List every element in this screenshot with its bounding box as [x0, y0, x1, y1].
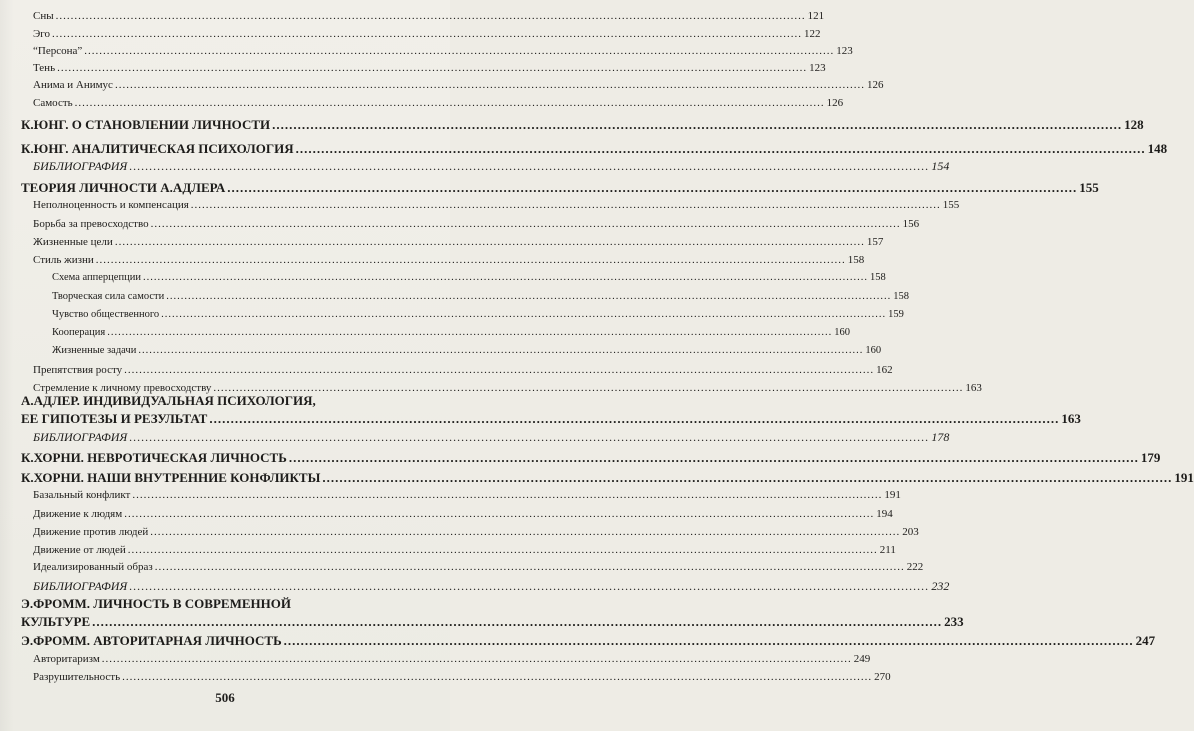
leader-dots: ........................................................................................................................................................................................................ — [107, 327, 833, 338]
toc-entry — [33, 79, 884, 91]
leader-dots: ........................................................................................................................................................................................................ — [322, 470, 1173, 485]
toc-entry-page: 158 — [847, 254, 865, 266]
toc-entry-label: Движение от людей — [33, 544, 126, 556]
toc-heading — [21, 633, 1156, 649]
toc-bibliography-label: БИБЛИОГРАФИЯ — [33, 430, 128, 444]
toc-heading-label: К.ХОРНИ. НЕВРОТИЧЕСКАЯ ЛИЧНОСТЬ — [21, 450, 287, 465]
toc-entry-page: 157 — [866, 236, 884, 248]
toc-heading — [21, 470, 1194, 486]
leader-dots: ........................................................................................................................................................................................................ — [161, 309, 887, 320]
toc-heading-page: 233 — [944, 614, 964, 629]
toc-entry-page: 160 — [834, 327, 850, 338]
toc-entry-page: 121 — [807, 10, 825, 22]
toc-bibliography — [33, 579, 950, 594]
toc-bibliography-page: 178 — [931, 430, 950, 444]
toc-entry-page: 155 — [942, 199, 960, 211]
toc-entry-label: Эго — [33, 28, 50, 40]
leader-dots: ........................................................................................................................................................................................................ — [122, 671, 873, 683]
toc-entry-page: 126 — [826, 97, 844, 109]
leader-dots: ........................................................................................................................................................................................................ — [129, 430, 930, 444]
toc-entry — [52, 309, 904, 320]
leader-dots: ........................................................................................................................................................................................................ — [132, 489, 883, 501]
leader-dots: ........................................................................................................................................................................................................ — [166, 291, 892, 302]
toc-entry-page: 123 — [809, 62, 826, 74]
toc-entry-label: Борьба за превосходство — [33, 218, 149, 230]
toc-entry-label: Чувство общественного — [52, 309, 160, 320]
toc-entry — [33, 653, 871, 665]
toc-entry-page: 126 — [866, 79, 884, 91]
toc-heading — [21, 141, 1168, 157]
toc-entry — [33, 218, 920, 230]
toc-entry-page: 123 — [836, 45, 853, 57]
toc-entry-label: Движение к людям — [33, 508, 123, 520]
toc-entry — [33, 97, 844, 109]
toc-entry — [33, 10, 825, 22]
toc-entry-page: 160 — [865, 345, 882, 356]
toc-entry — [33, 489, 901, 501]
toc-heading — [21, 450, 1161, 466]
toc-entry-page: 211 — [879, 544, 896, 556]
toc-entry-page: 203 — [902, 526, 919, 538]
toc-entry — [33, 526, 919, 538]
toc-entry-label: Стремление к личному превосходству — [33, 382, 212, 394]
toc-entry-page: 163 — [965, 382, 982, 394]
leader-dots: ........................................................................................................................................................................................................ — [52, 28, 802, 40]
toc-entry — [33, 199, 960, 211]
toc-entry — [33, 508, 893, 520]
toc-entry-page: 222 — [906, 561, 924, 573]
toc-heading — [21, 411, 1081, 427]
toc-entry-label: Движение против людей — [33, 526, 149, 538]
toc-entry-page: 159 — [888, 309, 904, 320]
leader-dots: ........................................................................................................................................................................................................ — [150, 526, 901, 538]
page-number: 506 — [215, 690, 235, 705]
leader-dots: ........................................................................................................................................................................................................ — [138, 345, 864, 356]
toc-entry-label: Базальный конфликт — [33, 489, 131, 501]
toc-entry-label: “Персона” — [33, 45, 83, 57]
toc-entry — [52, 345, 882, 356]
toc-entry-page: 122 — [804, 28, 821, 40]
toc-heading-label: Э.ФРОММ. ЛИЧНОСТЬ В СОВРЕМЕННОЙ — [21, 596, 291, 611]
toc-heading-page: 163 — [1061, 411, 1081, 426]
toc-entry — [33, 28, 821, 40]
leader-dots: ........................................................................................................................................................................................................ — [114, 236, 865, 248]
leader-dots: ........................................................................................................................................................................................................ — [288, 450, 1139, 465]
toc-entry-label: Творческая сила самости — [52, 291, 165, 302]
toc-entry — [33, 364, 893, 376]
leader-dots: ........................................................................................................................................................................................................ — [84, 45, 835, 57]
toc-heading — [21, 117, 1144, 133]
toc-entry-page: 158 — [869, 272, 886, 283]
toc-entry-label: Самость — [33, 97, 73, 109]
toc-entry — [33, 254, 865, 266]
toc-entry-page: 158 — [893, 291, 909, 302]
leader-dots: ........................................................................................................................................................................................................ — [129, 159, 930, 173]
toc-entry-page: 162 — [876, 364, 893, 376]
toc-entry-label: Авторитаризм — [33, 653, 100, 665]
toc-heading-label: К.ХОРНИ. НАШИ ВНУТРЕННИЕ КОНФЛИКТЫ — [21, 470, 321, 485]
toc-entry — [33, 236, 884, 248]
toc-entry — [52, 327, 850, 338]
toc-heading-label: КУЛЬТУРЕ — [21, 614, 91, 629]
leader-dots: ........................................................................................................................................................................................................ — [150, 218, 901, 230]
leader-dots: ........................................................................................................................................................................................................ — [114, 79, 865, 91]
toc-entry-label: Тень — [33, 62, 56, 74]
toc-bibliography-label: БИБЛИОГРАФИЯ — [33, 159, 128, 173]
toc-entry — [33, 671, 891, 683]
toc-bibliography-page: 154 — [931, 159, 950, 173]
leader-dots: ........................................................................................................................................................................................................ — [129, 579, 930, 593]
leader-dots: ........................................................................................................................................................................................................ — [57, 62, 808, 74]
toc-heading-page: 179 — [1140, 450, 1161, 465]
toc-heading-page: 247 — [1135, 633, 1156, 648]
leader-dots: ........................................................................................................................................................................................................ — [295, 141, 1146, 156]
toc-bibliography — [33, 159, 950, 174]
toc-bibliography-page: 232 — [931, 579, 950, 593]
toc-entry-page: 249 — [853, 653, 871, 665]
toc-entry-label: Схема апперцепции — [52, 272, 141, 283]
toc-entry-label: Кооперация — [52, 327, 106, 338]
leader-dots: ........................................................................................................................................................................................................ — [272, 117, 1123, 132]
toc-heading-page: 128 — [1124, 117, 1144, 132]
toc-heading-label: К.ЮНГ. О СТАНОВЛЕНИИ ЛИЧНОСТИ — [21, 117, 271, 132]
leader-dots: ........................................................................................................................................................................................................ — [190, 199, 941, 211]
toc-entry-label: Неполноценность и компенсация — [33, 199, 189, 211]
toc-entry-page: 191 — [884, 489, 901, 501]
toc-entry-label: Разрушительность — [33, 671, 121, 683]
toc-heading-label: К.ЮНГ. АНАЛИТИЧЕСКАЯ ПСИХОЛОГИЯ — [21, 141, 294, 156]
toc-entry-page: 270 — [874, 671, 891, 683]
toc-entry — [52, 272, 886, 283]
leader-dots: ........................................................................................................................................................................................................ — [92, 614, 943, 629]
leader-dots: ........................................................................................................................................................................................................ — [283, 633, 1134, 648]
toc-entry — [33, 45, 853, 57]
toc-entry — [33, 62, 826, 74]
toc-entry — [52, 291, 909, 302]
toc-bibliography-label: БИБЛИОГРАФИЯ — [33, 579, 128, 593]
leader-dots: ........................................................................................................................................................................................................ — [124, 364, 875, 376]
toc-heading — [21, 614, 964, 630]
toc-heading-page: 191 — [1174, 470, 1194, 485]
toc-entry-label: Стиль жизни — [33, 254, 94, 266]
toc-entry-label: Сны — [33, 10, 54, 22]
leader-dots: ........................................................................................................................................................................................................ — [209, 411, 1060, 426]
leader-dots: ........................................................................................................................................................................................................ — [74, 97, 825, 109]
leader-dots: ........................................................................................................................................................................................................ — [101, 653, 852, 665]
toc-entry-label: Жизненные задачи — [52, 345, 137, 356]
leader-dots: ........................................................................................................................................................................................................ — [55, 10, 806, 22]
toc-entry-label: Жизненные цели — [33, 236, 113, 248]
leader-dots: ........................................................................................................................................................................................................ — [124, 508, 875, 520]
toc-entry-label: Идеализированный образ — [33, 561, 153, 573]
toc-entry — [33, 544, 896, 556]
toc-heading — [21, 180, 1099, 196]
toc-heading-line — [21, 393, 316, 409]
leader-dots: ........................................................................................................................................................................................................ — [154, 561, 905, 573]
toc-bibliography — [33, 430, 950, 445]
leader-dots: ........................................................................................................................................................................................................ — [95, 254, 846, 266]
toc-heading-label: ТЕОРИЯ ЛИЧНОСТИ А.АДЛЕРА — [21, 180, 226, 195]
toc-heading-label: Э.ФРОММ. АВТОРИТАРНАЯ ЛИЧНОСТЬ — [21, 633, 282, 648]
toc-entry-label: Анима и Анимус — [33, 79, 113, 91]
leader-dots: ........................................................................................................................................................................................................ — [142, 272, 868, 283]
leader-dots: ........................................................................................................................................................................................................ — [227, 180, 1078, 195]
toc-heading-label: ЕЕ ГИПОТЕЗЫ И РЕЗУЛЬТАТ — [21, 411, 208, 426]
toc-entry-page: 194 — [876, 508, 893, 520]
toc-heading-label: А.АДЛЕР. ИНДИВИДУАЛЬНАЯ ПСИХОЛОГИЯ, — [21, 393, 316, 408]
toc-heading-line — [21, 596, 291, 612]
toc-entry — [33, 561, 924, 573]
leader-dots: ........................................................................................................................................................................................................ — [127, 544, 878, 556]
toc-entry-page: 156 — [902, 218, 920, 230]
toc-heading-page: 148 — [1147, 141, 1168, 156]
toc-entry-label: Препятствия росту — [33, 364, 123, 376]
leader-dots: ........................................................................................................................................................................................................ — [213, 382, 964, 394]
toc-heading-page: 155 — [1079, 180, 1099, 195]
